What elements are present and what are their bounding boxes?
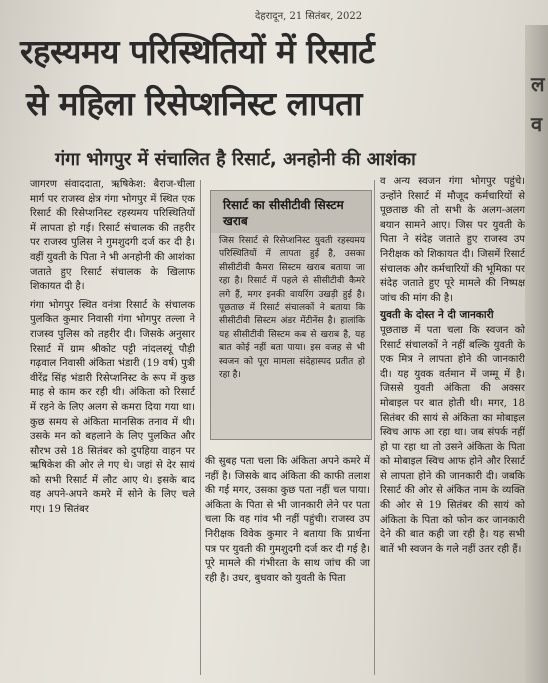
edge-glyph: व — [531, 112, 543, 136]
sidebar-box-cctv — [210, 190, 372, 440]
article-paragraph: गंगा भोगपुर स्थित वनंत्रा रिसार्ट के संचालक पुलकित कुमार निवासी गंगा भोगपुर तल्ला ने राजस्व पुलिस को तहरीर दी। जिसके अनुसार रिसार्ट में ग्राम श्रीकोट पट्टी नांदलस्यूं पौड़ी गढ़वाल निवासी अंकिता भंडारी (19 वर्ष) पुत्री वीरेंद्र सिंह भंडारी रिसेप्शनिस्ट के रूप में कुछ माह से काम कर रही थी। अंकिता को रिसार्ट में रहने के लिए अलग से कमरा दिया गया था। कुछ समय से अंकिता मानसिक तनाव में थी। उसके मन को बहलाने के लिए पुलकित और सौरभ उसे 18 सितंबर को दुपहिया वाहन पर ऋषिकेश की ओर ले गए थे। जहां से देर सायं को सभी रिसार्ट में लौट आए थे। इसके बाद वह अपने-अपने कमरे में सोने के लिए चले गए। 19 सितंबर — [30, 299, 195, 516]
article-paragraph: की सुबह पता चला कि अंकिता अपने कमरे में नहीं है। जिसके बाद अंकिता की काफी तलाश की गई मगर, उसका कुछ पता नहीं चल पाया। अंकिता के पिता से भी जानकारी लेने पर पता चला कि वह गांव भी नहीं पहुंची। राजस्व उप निरीक्षक विवेक कुमार ने बताया कि प्रार्थना पत्र पर युवती की गुमशुदगी दर्ज कर दी गई है। पूरे मामले की गंभीरता के साथ जांच की जा रही है। उधर, बुधवार को युवती के पिता — [205, 456, 370, 584]
sidebar-box-text: जिस रिसार्ट से रिसेप्शनिस्ट युवती रहस्यमय परिस्थितियों में लापता हुई है, उसका सीसीटीवी कैमरा सिस्टम खराब बताया जा रहा है। रिसार्ट में पहले से सीसीटीवी कैमरे लगे हैं, मगर इनकी वायरिंग उखड़ी हुई है। पूछताछ में रिसार्ट संचालकों ने बताया कि सीसीटीवी सिस्टम अंडर मेंटीनेंस है। हालांकि यह सीसीटीवी सिस्टम कब से खराब है, यह बात कोई नहीं बता पाया। इस वजह से भी स्वजन को पूरा मामला संदेहास्पद प्रतीत हो रहा है। — [219, 236, 365, 381]
sidebar-box-title: रिसार्ट का सीसीटीवी सिस्टम खराब — [211, 191, 371, 233]
article-paragraph: व अन्य स्वजन गंगा भोगपुर पहुंचे। उन्होंने रिसार्ट में मौजूद कर्मचारियों से पूछताछ की तो सभी के अलग-अलग बयान सामने आए। जिस पर युवती के पिता ने संदेह जताते हुए राजस्व उप निरीक्षक को शिकायत दी। जिसमें रिसार्ट संचालक और कर्मचारियों की भूमिका पर संदेह जताते हुए पूरे मामले की निष्पक्ष जांच की मांग की है। — [380, 176, 525, 304]
column-divider — [374, 180, 375, 675]
dateline: देहरादून, 21 सितंबर, 2022 — [255, 11, 363, 22]
edge-glyph: ल — [531, 72, 545, 96]
article-paragraph: जागरण संवाददाता, ऋषिकेश: बैराज-चीला मार्ग पर राजस्व क्षेत्र गंगा भोगपुर में स्थित एक रिसार्ट की रिसेप्शनिस्ट रहस्यमय परिस्थितियों में लापता हो गई। रिसार्ट संचालक की तहरीर पर राजस्व पुलिस ने गुमशुदगी दर्ज कर दी है। वहीं युवती के पिता ने भी अनहोनी की आशंका जताते हुए रिसार्ट संचालक के खिलाफ शिकायत दी है। — [30, 179, 195, 293]
subheadline: गंगा भोगपुर में संचालित है रिसार्ट, अनहोनी की आशंका — [55, 149, 416, 170]
article-column-1 — [30, 178, 195, 518]
headline-line-1: रहस्यमय परिस्थितियों में रिसार्ट — [20, 32, 375, 71]
article-paragraph: पूछताछ में पता चला कि स्वजन को रिसार्ट संचालकों ने नहीं बल्कि युवती के एक मित्र ने लापता होने की जानकारी दी। यह युवक वर्तमान में जम्मू में है। जिससे युवती अंकिता की अक्सर मोबाइल पर बात होती थी। मगर, 18 सितंबर की सायं से अंकिता का मोबाइल स्विच आफ आ रहा था। जब संपर्क नहीं हो पा रहा था तो उसने अंकिता के पिता को मोबाइल स्विच आफ होने और रिसार्ट से लापता होने की जानकारी दी। जबकि रिसार्ट की ओर से अंकित नाम के व्यक्ति की ओर से 19 सितंबर की सायं को अंकिता के पिता को फोन कर जानकारी देने की बात कही जा रही है। यह सभी बातें भी स्वजन के गले नहीं उतर रही हैं। — [380, 324, 525, 555]
headline-line-2: से महिला रिसेप्शनिस्ट लापता — [26, 84, 362, 123]
article-column-3 — [380, 175, 525, 557]
article-subheading: युवती के दोस्त ने दी जानकारी — [380, 309, 494, 322]
article-column-2 — [205, 455, 370, 586]
adjacent-page-edge — [525, 25, 548, 683]
column-divider — [200, 180, 201, 675]
